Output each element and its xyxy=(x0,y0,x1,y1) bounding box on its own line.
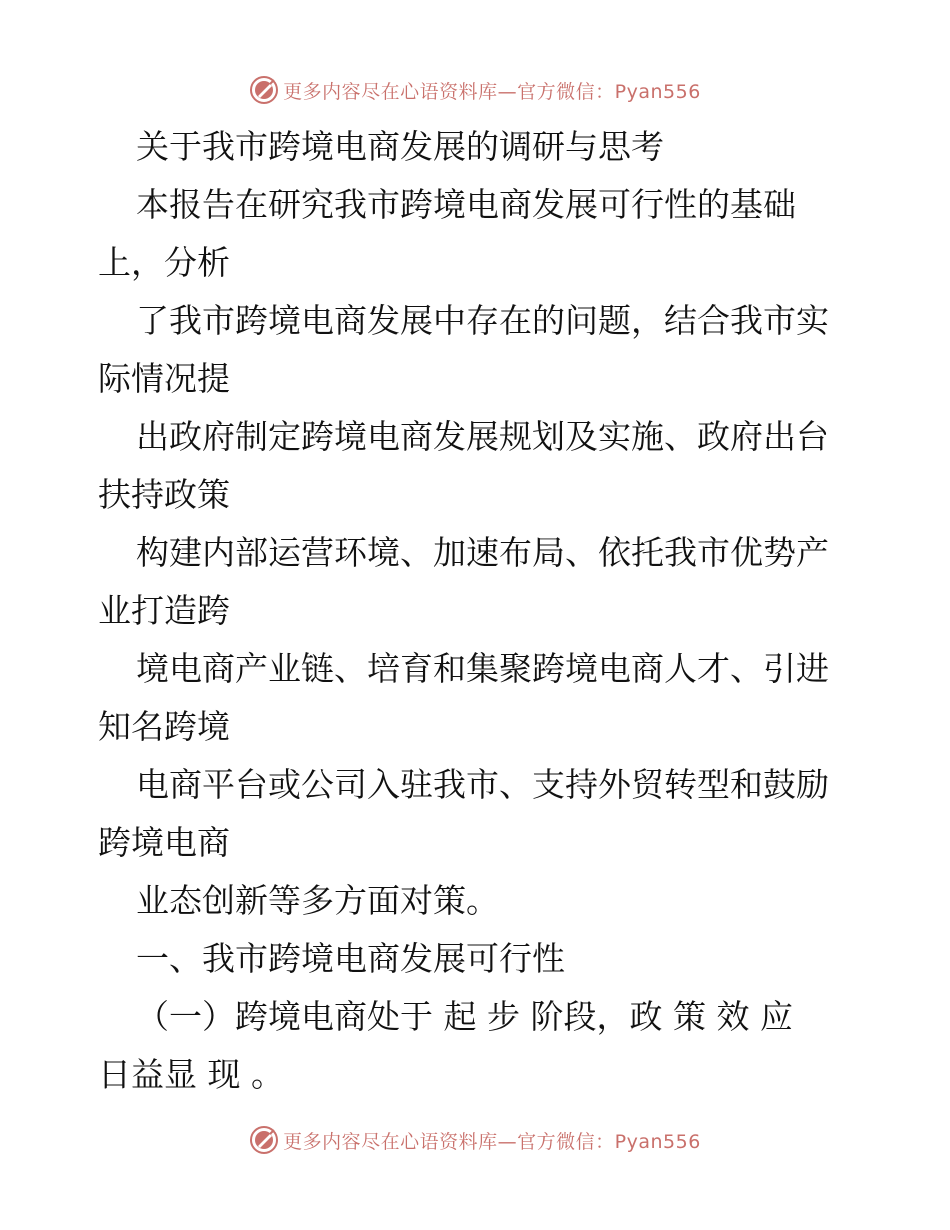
subsection-heading: （一）跨境电商处于 起 步 阶段，政 策 效 应 xyxy=(136,997,793,1036)
header-banner xyxy=(0,72,950,108)
paragraph-line: 际情况提 xyxy=(98,359,230,398)
pen-nib-logo-icon xyxy=(249,75,279,105)
paragraph-line: 出政府制定跨境电商发展规划及实施、政府出台 xyxy=(136,417,829,456)
paragraph-line: 本报告在研究我市跨境电商发展可行性的基础 xyxy=(136,185,796,224)
header-banner-text: 更多内容尽在心语资料库—官方微信：Pyan556 xyxy=(283,80,701,103)
paragraph-line: 了我市跨境电商发展中存在的问题，结合我市实 xyxy=(136,301,829,340)
paragraph-line: 构建内部运营环境、加速布局、依托我市优势产 xyxy=(136,533,829,572)
paragraph-line: 境电商产业链、培育和集聚跨境电商人才、引进 xyxy=(136,649,829,688)
document-body xyxy=(98,118,852,1104)
document-title: 关于我市跨境电商发展的调研与思考 xyxy=(136,127,664,166)
footer-banner-text: 更多内容尽在心语资料库—官方微信：Pyan556 xyxy=(283,1130,701,1153)
paragraph-line: 业态创新等多方面对策。 xyxy=(136,881,499,920)
paragraph-line: 知名跨境 xyxy=(98,707,230,746)
paragraph-line: 业打造跨 xyxy=(98,591,230,630)
paragraph-line: 跨境电商 xyxy=(98,823,230,862)
paragraph-line: 上，分析 xyxy=(98,243,230,282)
paragraph-line: 扶持政策 xyxy=(98,475,230,514)
subsection-heading-continuation: 日益显 现 。 xyxy=(98,1055,284,1094)
section-heading: 一、我市跨境电商发展可行性 xyxy=(136,939,565,978)
paragraph-line: 电商平台或公司入驻我市、支持外贸转型和鼓励 xyxy=(136,765,829,804)
footer-banner xyxy=(0,1122,950,1158)
pen-nib-logo-icon xyxy=(249,1125,279,1155)
